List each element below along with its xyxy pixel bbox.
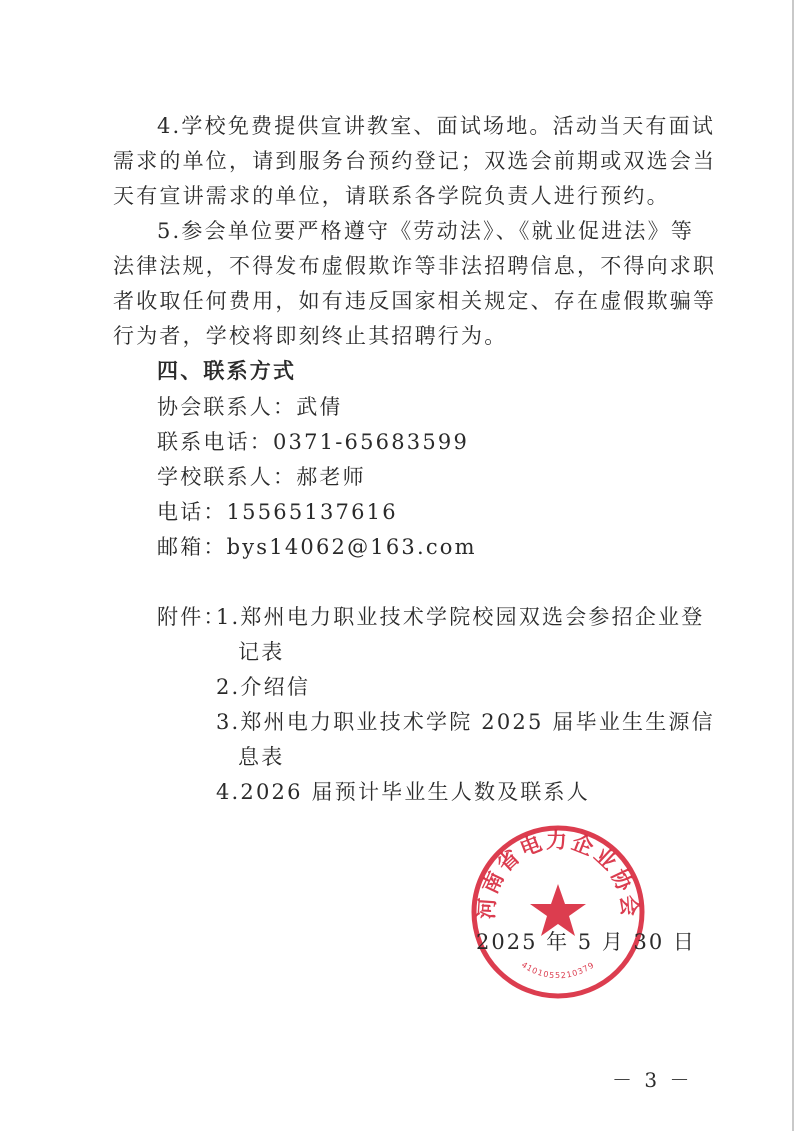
- attachment-item-3-cont: 息表: [238, 745, 285, 769]
- seal-arc-text: 河南省电力企业协会: [474, 828, 642, 920]
- email: 邮箱：bys14062@163.com: [157, 535, 477, 559]
- item4-line-1: 4.学校免费提供宣讲教室、面试场地。活动当天有面试: [157, 114, 716, 138]
- item5-line-1: 5.参会单位要严格遵守《劳动法》、《就业促进法》等: [157, 219, 695, 243]
- item4-line-3: 天有宣讲需求的单位，请联系各学院负责人进行预约。: [113, 184, 670, 208]
- seal-number-text: 4101055210379: [519, 960, 597, 981]
- school-contact: 学校联系人：郝老师: [157, 465, 366, 489]
- association-contact: 协会联系人：武倩: [157, 395, 343, 419]
- item5-line-4: 行为者，学校将即刻终止其招聘行为。: [113, 324, 508, 348]
- association-phone: 联系电话：0371-65683599: [157, 430, 470, 454]
- attachment-item-1: 1.郑州电力职业技术学院校园双选会参招企业登: [216, 605, 705, 629]
- official-seal: [468, 822, 648, 1002]
- scan-edge-line: [792, 0, 794, 1131]
- page-number: － 3 －: [612, 1068, 693, 1092]
- school-phone: 电话：15565137616: [157, 500, 398, 524]
- attachment-item-3: 3.郑州电力职业技术学院 2025 届毕业生生源信: [216, 710, 715, 734]
- item4-line-2: 需求的单位，请到服务台预约登记；双选会前期或双选会当: [113, 149, 717, 173]
- contact-heading: 四、联系方式: [157, 359, 297, 383]
- item5-line-2: 法律法规，不得发布虚假欺诈等非法招聘信息，不得向求职: [113, 254, 717, 278]
- item5-line-3: 者收取任何费用，如有违反国家相关规定、存在虚假欺骗等: [113, 289, 717, 313]
- attachment-item-1-cont: 记表: [238, 640, 285, 664]
- attachment-item-4: 4.2026 届预计毕业生人数及联系人: [216, 780, 590, 804]
- attachments-label: 附件：: [157, 605, 227, 629]
- issue-date: 2025 年 5 月 30 日: [476, 930, 696, 954]
- attachment-item-2: 2.介绍信: [216, 675, 311, 699]
